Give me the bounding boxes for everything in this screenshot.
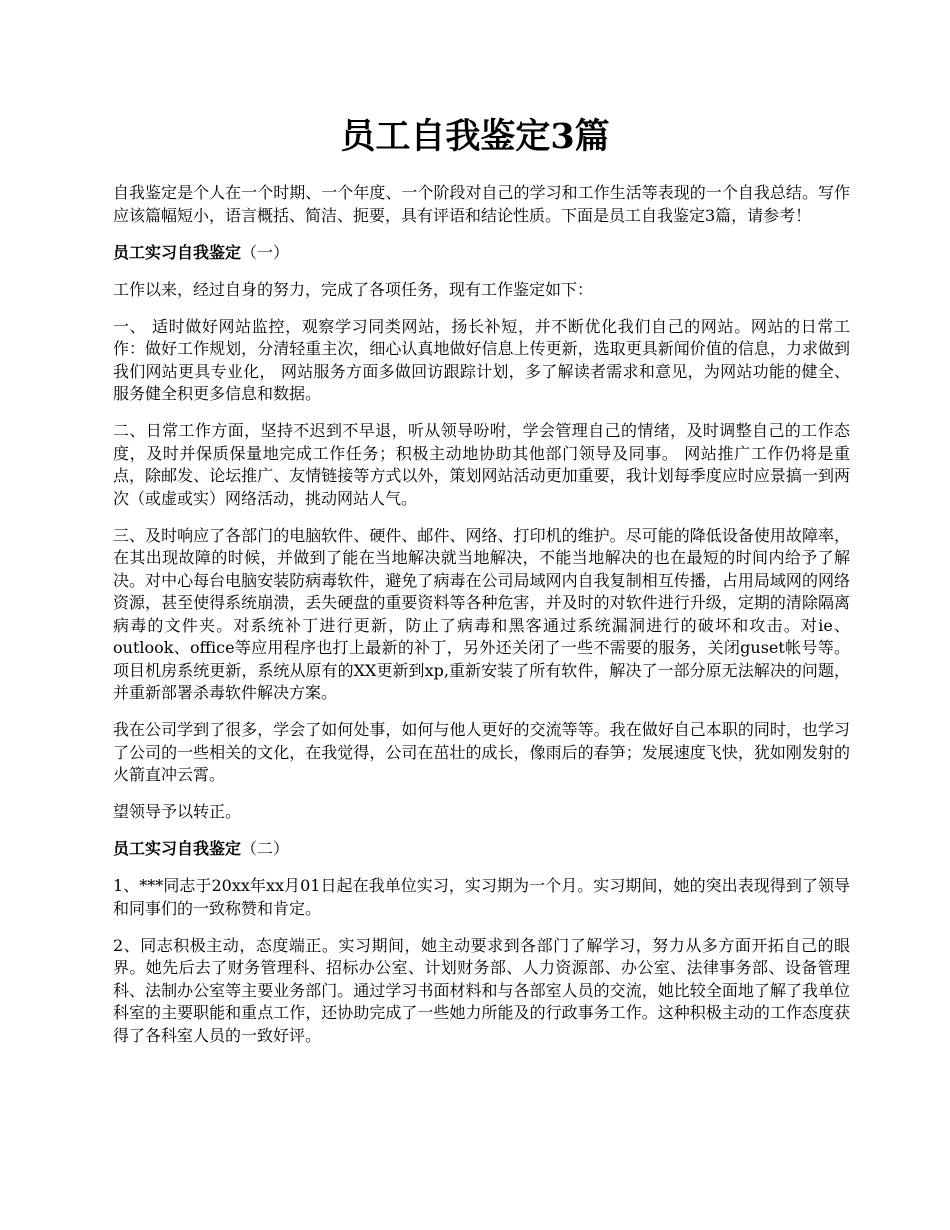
section-2-heading xyxy=(113,838,850,861)
section-1-paragraph: 二、日常工作方面，坚持不迟到不早退，听从领导吩咐，学会管理自己的情绪，及时调整自己的工作态度，及时并保质保量地完成工作任务；积极主动地协助其他部门领导及同事。 网站推广工作仍将是重点，除邮发、论坛推广、友情链接等方式以外，策划网站活动更加重要，我计划每季度应时应景搞一到两次（或虚或实）网络活动，挑动网站人气。 xyxy=(113,421,850,508)
section-1-paragraph: 我在公司学到了很多，学会了如何处事，如何与他人更好的交流等等。我在做好自己本职的同时，也学习了公司的一些相关的文化，在我觉得，公司在茁壮的成长，像雨后的春笋；发展速度飞快，犹如刚发射的火箭直冲云霄。 xyxy=(113,720,850,784)
section-1-paragraph: 望领导予以转正。 xyxy=(113,802,242,821)
section-2-heading-suffix: （二） xyxy=(241,839,290,858)
section-1-paragraph: 三、及时响应了各部门的电脑软件、硬件、邮件、网络、打印机的维护。尽可能的降低设备使用故障率，在其出现故障的时候，并做到了能在当地解决就当地解决，不能当地解决的也在最短的时间内给予了解决。对中心每台电脑安装防病毒软件，避免了病毒在公司局域网内自我复制相互传播，占用局域网的网络资源，甚至使得系统崩溃，丢失硬盘的重要资料等各种危害，并及时的对软件进行升级，定期的清除隔离病毒的文件夹。对系统补丁进行更新，防止了病毒和黑客通过系统漏洞进行的破坏和攻击。对ie、outlook、office等应用程序也打上最新的补丁，另外还关闭了一些不需要的服务，关闭guset帐号等。项目机房系统更新，系统从原有的XX更新到xp,重新安装了所有软件，解决了一部分原无法解决的问题，并重新部署杀毒软件解决方案。 xyxy=(113,525,850,702)
section-1-heading xyxy=(113,242,850,265)
section-1-paragraph: 一、 适时做好网站监控，观察学习同类网站，扬长补短，并不断优化我们自己的网站。网站的日常工作：做好工作规划，分清轻重主次，细心认真地做好信息上传更新，选取更具新闻价值的信息，力求做到我们网站更具专业化， 网站服务方面多做回访跟踪计划，多了解读者需求和意见，为网站功能的健全、服务健全积更多信息和数据。 xyxy=(113,316,850,403)
section-2-paragraph: 1、***同志于20xx年xx月01日起在我单位实习，实习期为一个月。实习期间，她的突出表现得到了领导和同事们的一致称赞和肯定。 xyxy=(113,876,850,918)
section-1-paragraph: 工作以来，经过自身的努力，完成了各项任务，现有工作鉴定如下： xyxy=(113,279,594,299)
section-1-heading-suffix: （一） xyxy=(241,242,290,262)
document-body xyxy=(113,182,850,1062)
document-title: 员工自我鉴定3篇 xyxy=(340,116,610,157)
section-1-heading-main: 员工实习自我鉴定 xyxy=(113,242,242,262)
intro-paragraph: 自我鉴定是个人在一个时期、一个年度、一个阶段对自己的学习和工作生活等表现的一个自我总结。写作应该篇幅短小，语言概括、简洁、扼要，具有评语和结论性质。下面是员工自我鉴定3篇，请参考！ xyxy=(113,183,850,225)
section-2-heading-main: 员工实习自我鉴定 xyxy=(113,839,242,858)
section-2-paragraph: 2、同志积极主动，态度端正。实习期间，她主动要求到各部门了解学习，努力从多方面开拓自己的眼界。她先后去了财务管理科、招标办公室、计划财务部、人力资源部、办公室、法律事务部、设备管理科、法制办公室等主要业务部门。通过学习书面材料和与各部室人员的交流，她比较全面地了解了我单位科室的主要职能和重点工作，还协助完成了一些她力所能及的行政事务工作。这种积极主动的工作态度获得了各科室人员的一致好评。 xyxy=(113,935,850,1045)
